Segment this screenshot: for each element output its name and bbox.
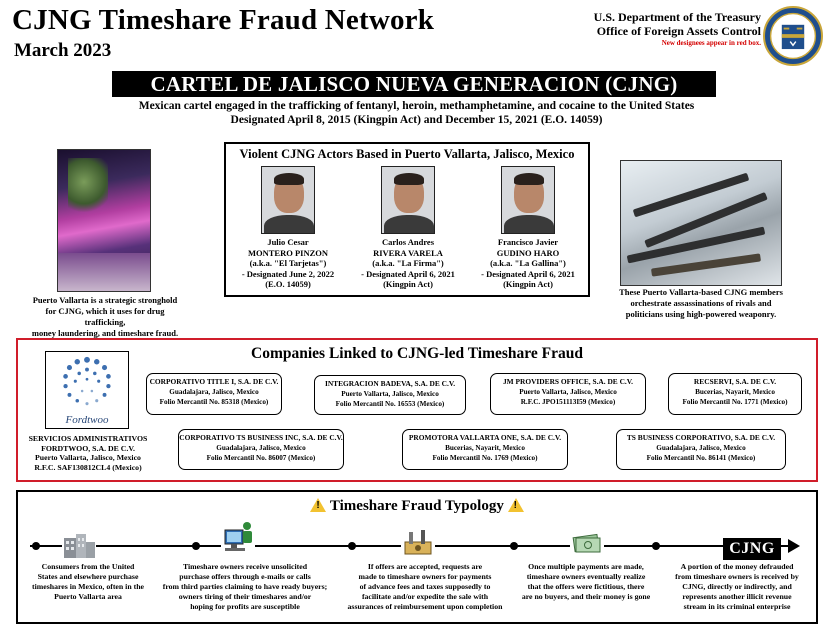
typology-step: If offers are accepted, requests are made to timeshare owners for payments of advance fees and taxes supposedly to facilitate and/or expedite the sale with assurances of reimbursement upon completion (347, 562, 503, 611)
company-card: INTEGRACION BADEVA, S.A. DE C.V. Puerto Vallarta, Jalisco, Mexico Folio Mercantil No. 16553 (Mexico) (314, 375, 466, 415)
company-fordtwoo: SERVICIOS ADMINISTRATIVOS FORDTWOO, S.A. DE C.V. Puerto Vallarta, Jalisco, Mexico R.F.C. SAF130812CL4 (Mexico) (28, 434, 148, 472)
fordtwoo-logo-icon (45, 351, 129, 429)
mugshot-photo (501, 166, 555, 234)
mugshot-photo (261, 166, 315, 234)
weapons-photo (620, 160, 782, 286)
warning-icon: ! (508, 498, 524, 512)
typology-title: ! Timeshare Fraud Typology ! (18, 498, 816, 515)
buildings-icon (62, 530, 96, 560)
actor-card: Carlos Andres RIVERA VARELA (a.k.a. "La Firma") - Designated April 6, 2021 (Kingpin Act) (348, 166, 468, 290)
flow-dot (652, 542, 660, 550)
agency-line-2: Office of Foreign Assets Control (596, 24, 761, 38)
flow-dot (32, 542, 40, 550)
typology-step: Once multiple payments are made, timeshare owners eventually realize that the offers were fictitious, there are no buyers, and their money is gone (521, 562, 651, 601)
company-card: PROMOTORA VALLARTA ONE, S.A. DE C.V. Bucerias, Nayarit, Mexico Folio Mercantil No. 1769 (Mexico) (402, 429, 568, 470)
flow-dot (510, 542, 518, 550)
fordtwoo-logo-text: Fordtwoo (65, 414, 109, 426)
flow-dot (348, 542, 356, 550)
actors-title: Violent CJNG Actors Based in Puerto Vallarta, Jalisco, Mexico (239, 147, 575, 161)
cjng-designation: Designated April 8, 2015 (Kingpin Act) and December 15, 2021 (E.O. 14059) (230, 114, 603, 126)
cash-icon (570, 528, 604, 558)
red-box-note: New designees appear in red box. (661, 39, 761, 47)
cjng-badge: CJNG (723, 538, 781, 560)
agency-line-1: U.S. Department of the Treasury (593, 10, 761, 24)
flow-dot (192, 542, 200, 550)
typology-step: A portion of the money defrauded from timeshare owners is received by CJNG, directly or indirectly, and represents another illicit revenue stream in its criminal enterprise (675, 562, 799, 611)
computer-user-icon (221, 518, 255, 558)
company-card: JM PROVIDERS OFFICE, S.A. DE C.V. Puerto Vallarta, Jalisco, Mexico R.F.C. JPO151113I59 (Mexico) (490, 373, 646, 415)
puerto-vallarta-caption: Puerto Vallarta is a strategic stronghold for CJNG, which it uses for drug trafficking, money laundering, and timeshare fraud. (31, 295, 179, 338)
actor-card: Julio Cesar MONTERO PINZON (a.k.a. "El Tarjetas") - Designated June 2, 2022 (E.O. 14059) (228, 166, 348, 290)
actor-card: Francisco Javier GUDINO HARO (a.k.a. "La Gallina") - Designated April 6, 2021 (Kingpin Act) (468, 166, 588, 290)
typology-step: Timeshare owners receive unsolicited purchase offers through e-mails or calls from third parties claiming to have ready buyers; owners tiring of their timeshares and/or hoping for profits are susceptible (162, 562, 328, 611)
page-title: CJNG Timeshare Fraud Network (12, 4, 435, 36)
typology-box (16, 490, 818, 624)
cjng-banner: CARTEL DE JALISCO NUEVA GENERACION (CJNG) (112, 71, 716, 97)
agency-block (594, 10, 761, 49)
page-date: March 2023 (14, 40, 112, 61)
companies-box (16, 338, 818, 482)
flow-arrowhead-icon (788, 539, 800, 553)
companies-title: Companies Linked to CJNG-led Timeshare Fraud (251, 345, 583, 362)
puerto-vallarta-photo (57, 149, 151, 292)
typology-step: Consumers from the United States and elsewhere purchase timeshares in Mexico, often in the Puerto Vallarta area (31, 562, 145, 601)
warning-icon: ! (310, 498, 326, 512)
weapons-caption: These Puerto Vallarta-based CJNG members orchestrate assassinations of rivals and politicians using high-powered weaponry. (619, 287, 783, 319)
cjng-description: Mexican cartel engaged in the trafficking of fentanyl, heroin, methamphetamine, and cocaine to the United States (138, 100, 695, 112)
company-card: CORPORATIVO TS BUSINESS INC, S.A. DE C.V. Guadalajara, Jalisco, Mexico Folio Mercantil No. 86007 (Mexico) (178, 429, 344, 470)
company-card: CORPORATIVO TITLE I, S.A. DE C.V. Guadalajara, Jalisco, Mexico Folio Mercantil No. 85318 (Mexico) (146, 373, 282, 415)
mugshot-photo (381, 166, 435, 234)
actors-box (224, 142, 590, 297)
company-card: RECSERVI, S.A. DE C.V. Bucerias, Nayarit, Mexico Folio Mercantil No. 1771 (Mexico) (668, 373, 802, 415)
tools-money-icon (401, 524, 435, 560)
company-card: TS BUSINESS CORPORATIVO, S.A. DE C.V. Guadalajara, Jalisco, Mexico Folio Mercantil No. 86141 (Mexico) (616, 429, 786, 470)
treasury-seal-icon (763, 6, 823, 66)
